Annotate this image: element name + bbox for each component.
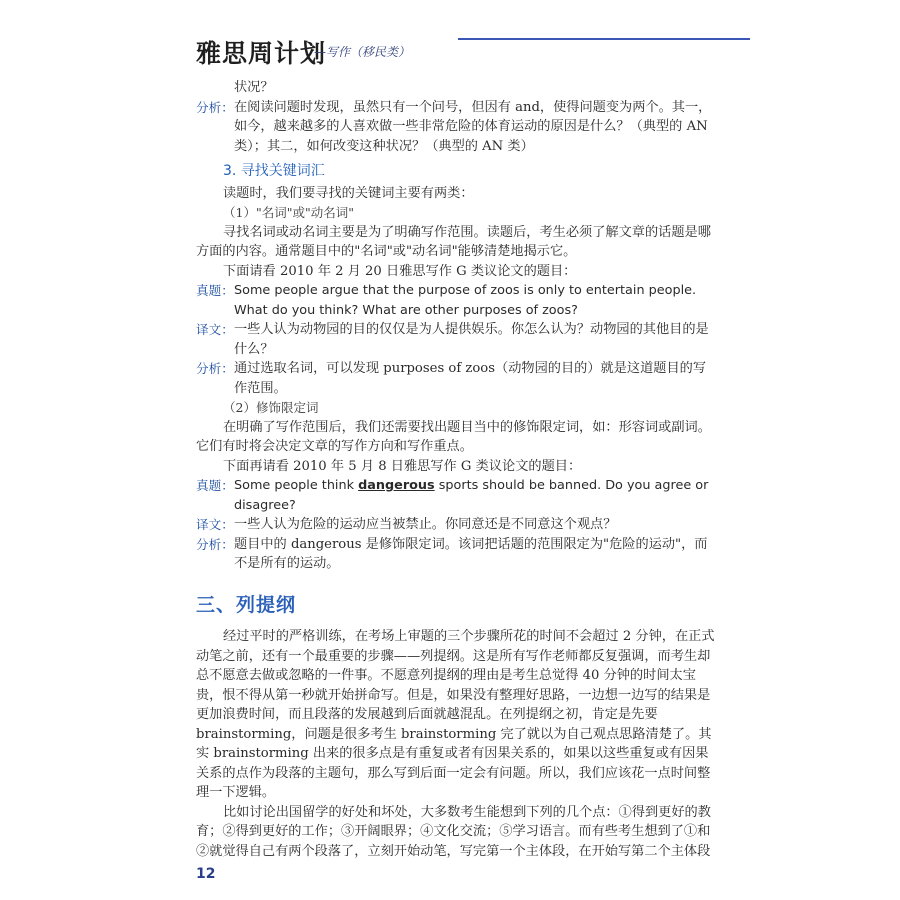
paragraph: 下面再请看 2010 年 5 月 8 日雅思写作 G 类议论文的题目： [223,458,582,474]
question-text [234,476,716,515]
paragraph: 在明确了写作范围后，我们还需要找出题目当中的修饰限定词，如：形容词或副词。它们有时将会决定文章的写作方向和写作重点。 [196,419,711,454]
list-item-modifiers: （2）修饰限定词 [223,400,319,415]
translation-text: 一些人认为动物园的目的仅仅是为人提供娱乐。你怎么认为？动物园的其他目的是什么？ [234,322,709,357]
translation-label: 译文： [196,322,234,337]
paragraph: 寻找名词或动名词主要是为了明确写作范围。读题后，考生必须了解文章的话题是哪方面的内容。通常题目中的"名词"或"动名词"能够清楚地揭示它。 [196,224,711,259]
analysis-block-1 [196,98,716,157]
page-header [196,30,756,68]
paragraph: 比如讨论出国留学的好处和坏处，大多数考生能想到下列的几个点：①得到更好的教育；②得到更好的工作；③开阔眼界；④文化交流；⑤学习语言。而有些考生想到了①和②就觉得自己有两个段落了，立刻开始动笔，写完第一个主体段，在开始写第二个主体段 [196,804,711,859]
book-title: 雅思周计划 [196,39,327,68]
question-label: 真题： [196,283,234,298]
section-heading-outline: 三、列提纲 [196,593,297,616]
analysis-label: 分析： [196,99,234,115]
page-body [196,78,716,861]
translation-label: 译文： [196,517,234,532]
question-text-end: sports should be banned. Do you agree or disagree? [234,478,709,513]
analysis-block-3 [196,535,716,574]
question-text-start: Some people think [234,478,359,493]
analysis-text: 通过选取名词，可以发现 purposes of zoos（动物园的目的）就是这道题目的写作范围。 [234,361,707,396]
translation-block-2 [196,515,716,535]
analysis-block-2 [196,359,716,398]
paragraph: 下面请看 2010 年 2 月 20 日雅思写作 G 类议论文的题目： [223,263,577,279]
paragraph: 读题时，我们要寻找的关键词主要有两类： [223,185,474,201]
translation-text: 一些人认为危险的运动应当被禁止。你同意还是不同意这个观点？ [234,517,617,532]
question-block-2 [196,476,716,515]
book-subtitle: —写作（移民类） [314,45,411,59]
analysis-text: 在阅读问题时发现，虽然只有一个问号，但因有 and，使得问题变为两个。其一，如今，越来越多的人喜欢做一些非常危险的体育运动的原因是什么？（典型的 AN 类）；其二，如何改变这种状况？（典型的 AN 类） [234,99,712,154]
header-rule [458,38,750,40]
question-label: 真题： [196,478,234,493]
analysis-label: 分析： [196,536,234,552]
analysis-text: 题目中的 dangerous 是修饰限定词。该词把话题的范围限定为"危险的运动"，而不是所有的运动。 [234,536,708,571]
keyword-dangerous: dangerous [358,478,435,493]
question-block-1 [196,281,716,320]
list-item-nouns: （1）"名词"或"动名词" [223,205,354,220]
subheading-keywords: 3. 寻找关键词汇 [223,163,325,179]
translation-block-1 [196,320,716,359]
continued-line: 状况？ [234,80,274,95]
question-text: Some people argue that the purpose of zoos is only to entertain people. What do you think? What are other purposes of zoos? [234,283,697,318]
page-number: 12 [196,866,216,882]
analysis-label: 分析： [196,361,234,376]
paragraph: 经过平时的严格训练，在考场上审题的三个步骤所花的时间不会超过 2 分钟，在正式动笔之前，还有一个最重要的步骤——列提纲。这是所有写作老师都反复强调，而考生却总不愿意去做或忽略的一件事。不愿意列提纲的理由是考生总觉得 40 分钟的时间太宝贵，恨不得从第一秒就开始拼命写。但是，如果没有整理好思路，一边想一边写的结果是更加浪费时间，而且段落的发展越到后面就越混乱。在列提纲之初，肯定是先要 brainstorming，问题是很多考生 brainstorming 完了就以为自己观点思路清楚了。其实 brainstorming 出来的很多点是有重复或者有因果关系的，如果以这些重复或有因果关系的点作为段落的主题句，那么写到后面一定会有问题。所以，我们应该花一点时间整理一下逻辑。 [196,629,715,800]
